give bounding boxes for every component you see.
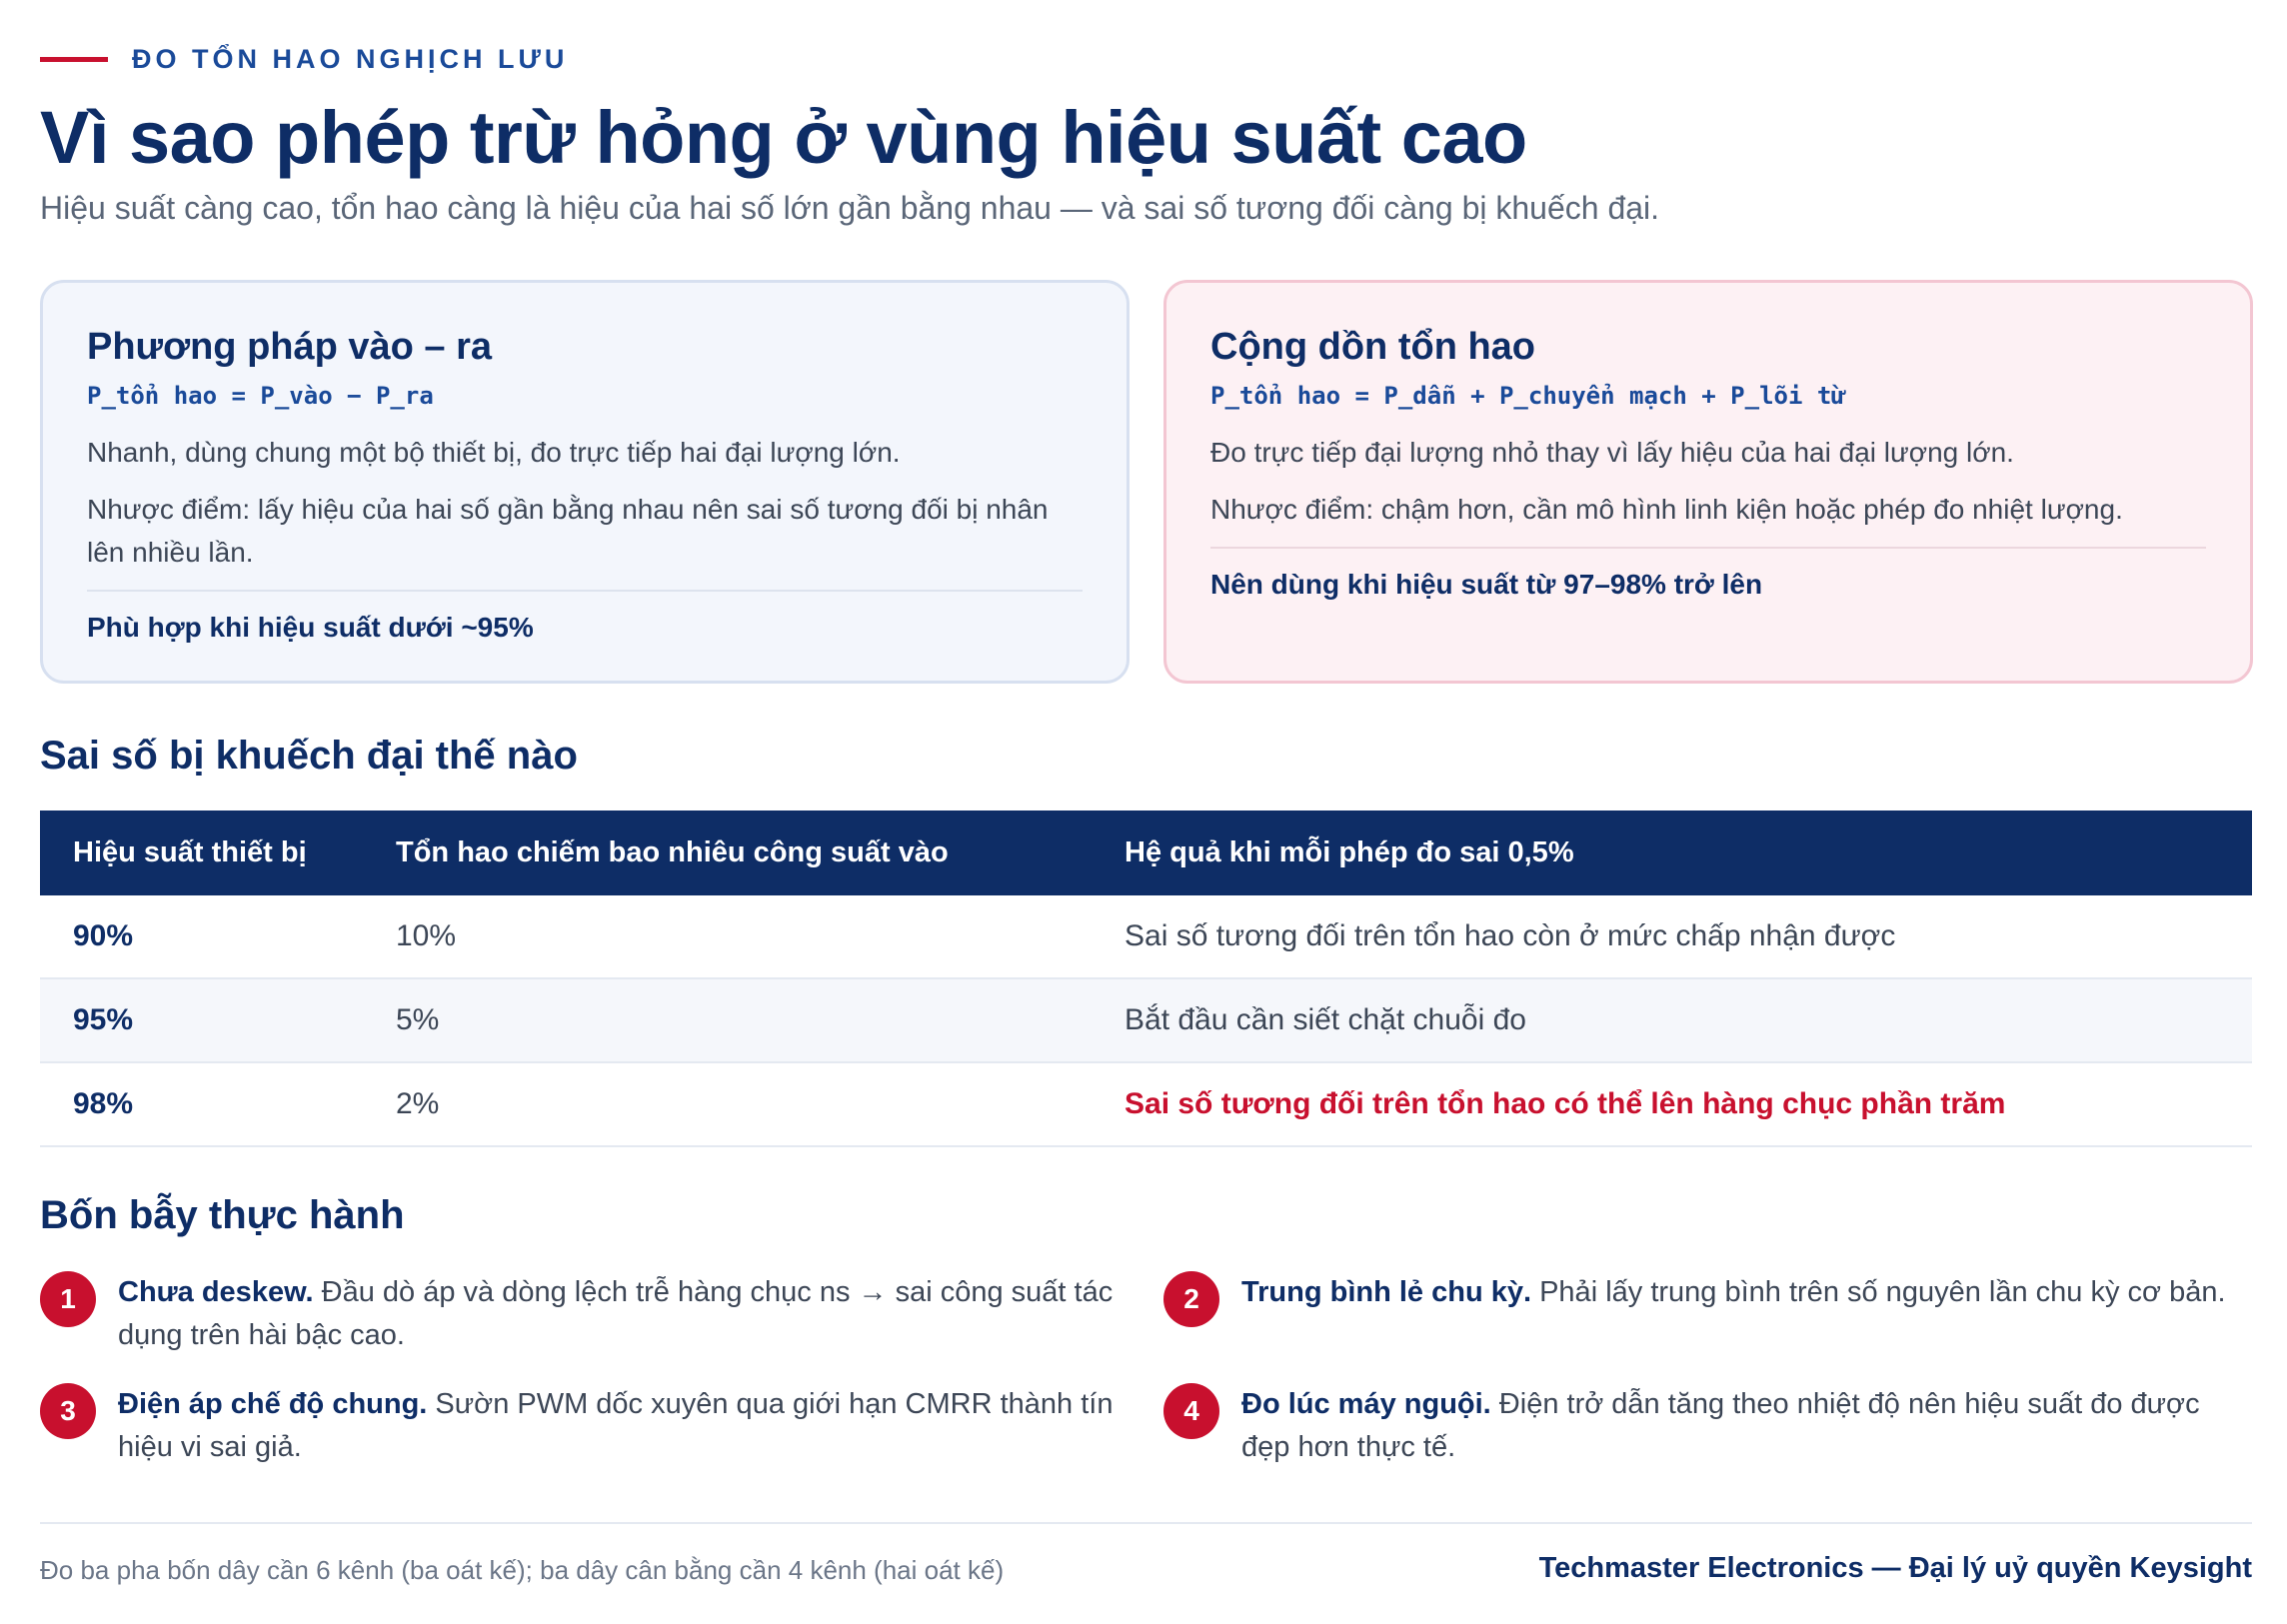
table-cell-consequence-alert: Sai số tương đối trên tổn hao có thể lên hàng chục phần trăm: [1125, 1087, 2006, 1120]
table-cell-efficiency: 98%: [73, 1087, 134, 1120]
footer-brand: Techmaster Electronics — Đại lý uỷ quyền Keysight: [1538, 1552, 2252, 1584]
lever-text: [118, 1271, 1130, 1357]
lever-item: [1163, 1271, 2253, 1327]
method-title: Phương pháp vào – ra: [87, 326, 493, 368]
lever-text: [1241, 1271, 2226, 1327]
eyebrow-accent-bar: [40, 57, 108, 62]
eyebrow-label: ĐO TỔN HAO NGHỊCH LƯU: [132, 44, 569, 74]
page-title: Vì sao phép trừ hỏng ở vùng hiệu suất cao: [40, 96, 1527, 179]
amplification-table: [40, 811, 2252, 1147]
table-cell-loss-share: 5%: [396, 1003, 440, 1036]
lever-text: [118, 1383, 1130, 1469]
lever-text: [1241, 1383, 2253, 1469]
page-subtitle: Hiệu suất càng cao, tổn hao càng là hiệu của hai số lớn gần bằng nhau — và sai số tương đối càng bị khuếch đại.: [40, 190, 1660, 226]
table-row: [40, 979, 2252, 1063]
table-cell-loss-share: 10%: [396, 919, 457, 952]
lever-title: Đo lúc máy nguội.: [1241, 1388, 1491, 1420]
table-header: [40, 811, 2252, 895]
method-card-input-output: [40, 280, 1130, 684]
column-header: Tổn hao chiếm bao nhiêu công suất vào: [396, 836, 949, 868]
method-formula: P_tổn hao = P_dẫn + P_chuyển mạch + P_lõi từ: [1210, 382, 1846, 410]
lever-item: [40, 1383, 1130, 1469]
method-recommendation: Phù hợp khi hiệu suất dưới ~95%: [87, 612, 534, 643]
method-title: Cộng dồn tổn hao: [1210, 326, 1536, 368]
page: [40, 0, 2252, 1624]
lever-number-badge: 4: [1163, 1383, 1219, 1439]
table-row: [40, 895, 2252, 979]
table-cell-consequence: Bắt đầu cần siết chặt chuỗi đo: [1125, 1003, 1526, 1036]
lever-description: Sườn PWM dốc xuyên qua giới hạn CMRR thành tín hiệu vi sai giả.: [118, 1388, 1114, 1463]
table-cell-efficiency: 90%: [73, 919, 134, 952]
table-cell-consequence: Sai số tương đối trên tổn hao còn ở mức chấp nhận được: [1125, 919, 1896, 952]
lever-description: Đầu dò áp và dòng lệch trễ hàng chục ns → sai công suất tác dụng trên hài bậc cao.: [118, 1276, 1114, 1351]
lever-description: Điện trở dẫn tăng theo nhiệt độ nên hiệu suất đo được đẹp hơn thực tế.: [1241, 1388, 2200, 1463]
method-formula: P_tổn hao = P_vào − P_ra: [87, 382, 434, 410]
method-card-loss-summation: [1163, 280, 2253, 684]
lever-item: [40, 1271, 1130, 1357]
eyebrow: [40, 44, 568, 75]
footer-note: Đo ba pha bốn dây cần 6 kênh (ba oát kế); ba dây cân bằng cần 4 kênh (hai oát kế): [40, 1555, 1005, 1585]
table-row: [40, 1063, 2252, 1147]
divider: [87, 590, 1083, 592]
lever-description: Phải lấy trung bình trên số nguyên lần chu kỳ cơ bản.: [1531, 1276, 2226, 1308]
method-description: Nhanh, dùng chung một bộ thiết bị, đo trực tiếp hai đại lượng lớn.: [87, 437, 901, 468]
lever-title: Điện áp chế độ chung.: [118, 1388, 428, 1420]
lever-title: Trung bình lẻ chu kỳ.: [1241, 1276, 1532, 1308]
section-heading-amplification: Sai số bị khuếch đại thế nào: [40, 734, 578, 778]
table-cell-loss-share: 2%: [396, 1087, 440, 1120]
column-header: Hiệu suất thiết bị: [73, 836, 307, 868]
column-header: Hệ quả khi mỗi phép đo sai 0,5%: [1125, 836, 1574, 868]
method-drawback: Nhược điểm: chậm hơn, cần mô hình linh kiện hoặc phép đo nhiệt lượng.: [1210, 494, 2123, 525]
method-recommendation: Nên dùng khi hiệu suất từ 97–98% trở lên: [1210, 569, 1763, 600]
method-description: Đo trực tiếp đại lượng nhỏ thay vì lấy hiệu của hai đại lượng lớn.: [1210, 437, 2014, 468]
lever-number-badge: 3: [40, 1383, 96, 1439]
lever-number-badge: 2: [1163, 1271, 1219, 1327]
lever-title: Chưa deskew.: [118, 1276, 314, 1308]
table-cell-efficiency: 95%: [73, 1003, 134, 1036]
lever-item: [1163, 1383, 2253, 1469]
method-drawback: Nhược điểm: lấy hiệu của hai số gần bằng nhau nên sai số tương đối bị nhân lên nhiều lần.: [87, 494, 1049, 568]
lever-number-badge: 1: [40, 1271, 96, 1327]
divider: [1210, 547, 2206, 549]
footer-divider: [40, 1522, 2252, 1524]
section-heading-levers: Bốn bẫy thực hành: [40, 1193, 405, 1237]
